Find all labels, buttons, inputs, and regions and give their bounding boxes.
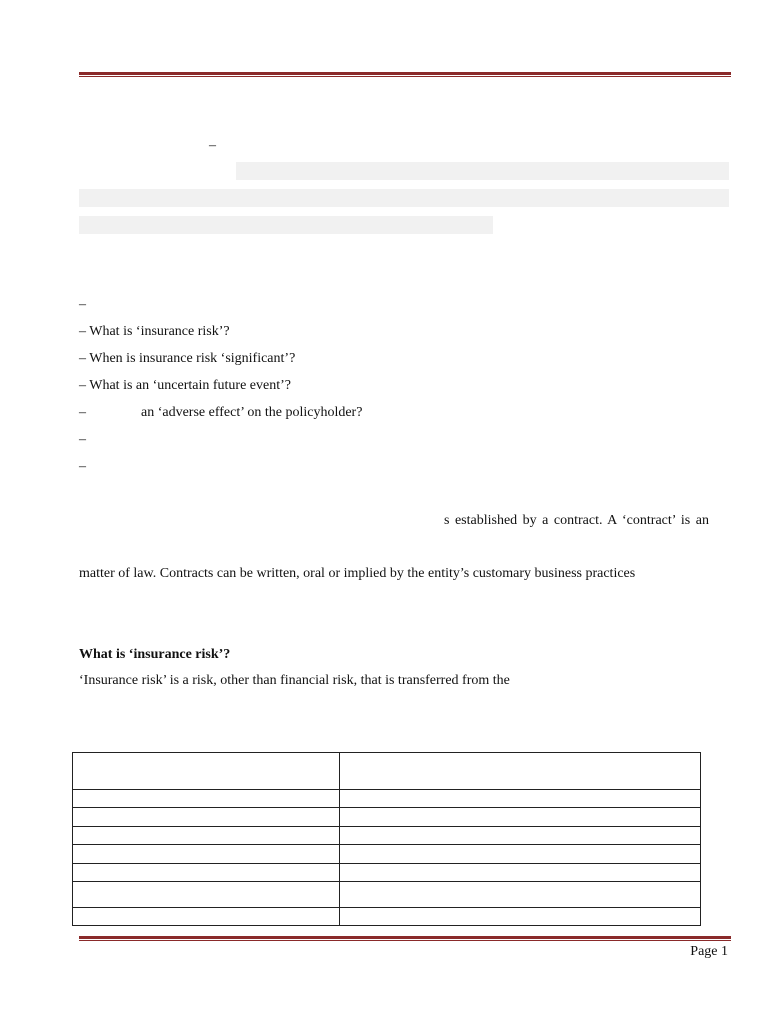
list-item-dash: – bbox=[79, 432, 86, 447]
table-cell bbox=[340, 908, 701, 926]
table-row bbox=[73, 827, 701, 845]
table-row bbox=[73, 808, 701, 827]
table-cell bbox=[73, 908, 340, 926]
table-cell bbox=[73, 753, 340, 790]
list-item: an ‘adverse effect’ on the policyholder? bbox=[141, 405, 363, 420]
list-item-dash: – bbox=[79, 297, 86, 312]
table-cell bbox=[340, 753, 701, 790]
list-item-dash: – bbox=[79, 405, 86, 420]
shaded-text-block bbox=[236, 162, 729, 180]
paragraph-line: s established by a contract. A ‘contract’ is an bbox=[444, 513, 709, 528]
heading-dash: – bbox=[209, 138, 216, 153]
table-cell bbox=[340, 827, 701, 845]
footer-rule bbox=[79, 936, 731, 942]
shaded-text-block bbox=[79, 216, 493, 234]
table-row bbox=[73, 845, 701, 864]
table-row bbox=[73, 864, 701, 882]
table-row bbox=[73, 882, 701, 908]
table-cell bbox=[73, 790, 340, 808]
table-row bbox=[73, 790, 701, 808]
list-item: – When is insurance risk ‘significant’? bbox=[79, 351, 296, 366]
table-cell bbox=[340, 808, 701, 827]
table-cell bbox=[340, 790, 701, 808]
list-item: – What is an ‘uncertain future event’? bbox=[79, 378, 291, 393]
data-table bbox=[72, 752, 701, 926]
table-row bbox=[73, 908, 701, 926]
table-cell bbox=[340, 864, 701, 882]
table-row bbox=[73, 753, 701, 790]
table-cell bbox=[73, 882, 340, 908]
table-cell bbox=[73, 845, 340, 864]
table-cell bbox=[340, 845, 701, 864]
page-number: Page 1 bbox=[690, 944, 728, 959]
shaded-text-block bbox=[79, 189, 729, 207]
table-cell bbox=[340, 882, 701, 908]
paragraph-line: matter of law. Contracts can be written, oral or implied by the entity’s customary business practices bbox=[79, 566, 636, 581]
list-item-dash: – bbox=[79, 459, 86, 474]
header-rule bbox=[79, 72, 731, 78]
table-cell bbox=[73, 827, 340, 845]
table-cell bbox=[73, 864, 340, 882]
table-cell bbox=[73, 808, 340, 827]
list-item: – What is ‘insurance risk’? bbox=[79, 324, 230, 339]
paragraph-line: ‘Insurance risk’ is a risk, other than financial risk, that is transferred from the bbox=[79, 673, 510, 688]
section-heading: What is ‘insurance risk’? bbox=[79, 647, 231, 662]
